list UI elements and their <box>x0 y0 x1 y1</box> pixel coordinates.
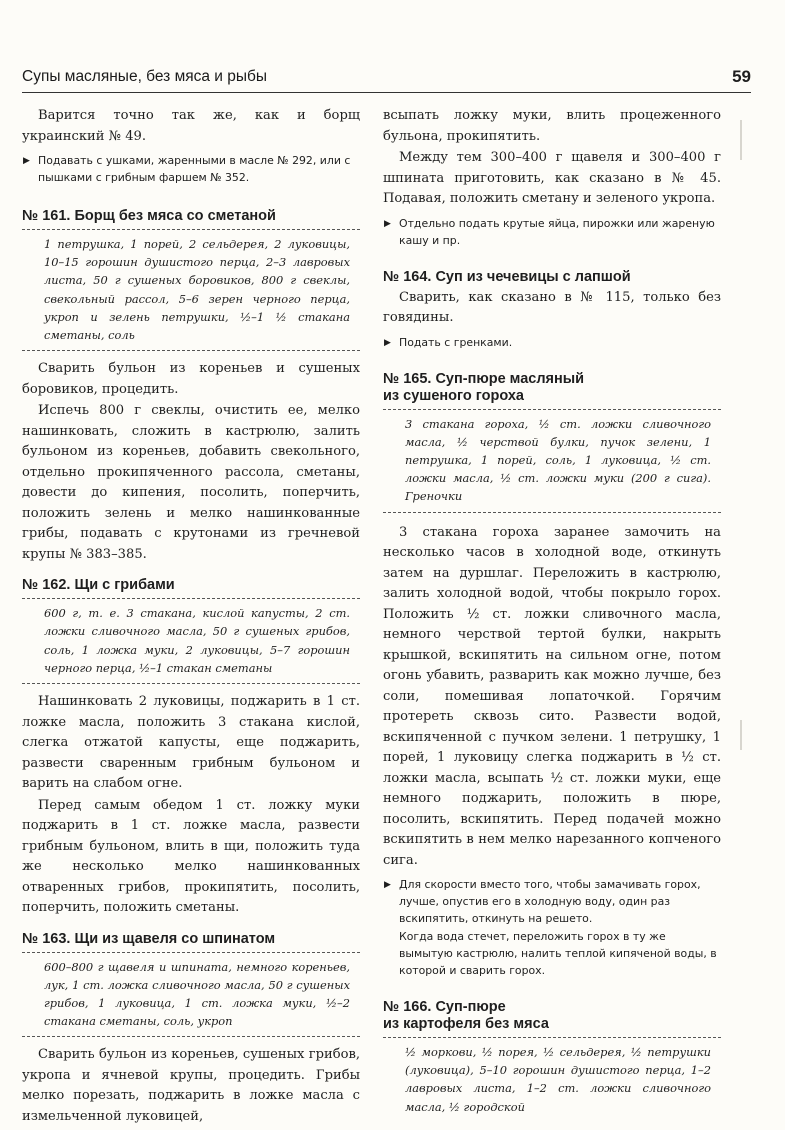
left-column <box>22 106 360 1128</box>
recipe-165-title-line-2: из сушеного гороха <box>383 387 524 404</box>
serving-note-text: Подавать с ушками, жаренными в масле № 292, или с пышками с грибным фаршем № 352. <box>38 154 351 184</box>
recipe-161-step-1: Сварить бульон из кореньев и сушеных боровиков, процедить. <box>22 361 360 397</box>
recipe-164-note-text: Подать с гренками. <box>399 335 513 349</box>
recipe-161-ingredients: 1 петрушка, 1 порей, 2 сельдерея, 2 луковицы, 10–15 горошин душистого перца, 2–3 лавровых листа, 50 г сушеных боровиков, 800 г свеклы, свекольный рассол, 5–6 зерен черного перца, укроп и зелень петрушки, ½–1 ½ стакана сметаны, соль <box>22 229 360 351</box>
serving-note <box>22 152 360 186</box>
triangle-right-icon: ▶ <box>384 337 391 348</box>
recipe-165-step-1: 3 стакана гороха заранее замочить на несколько часов в холодной воде, откинуть затем на дуршлаг. Переложить в кастрюлю, залить холодной водой, чтобы покрыло горох. Положить ½ ст. ложки сливочного масла, немного черствой тертой булки, накрыть крышкой, вскипятить на сильном огне, потом огонь убавить, разварить как можно лучше, без соли, помешивая лопаточкой. Горячим протереть сквозь сито. Развести водой, вскипяченной с пучком зелени. 1 петрушку, 1 порей, 1 луковицу слегка поджарить в ½ ст. ложки масла, всыпать ½ ст. ложки муки, еще немного поджарить, положить в пюре, посолить, вскипятить. Перед подачей можно вскипятить в нем мелко нарезанного копченого сига. <box>383 524 721 868</box>
triangle-right-icon: ▶ <box>384 880 391 891</box>
recipe-166-title <box>383 999 721 1033</box>
recipe-166-title-line-2: из картофеля без мяса <box>383 1016 549 1033</box>
page-edge-mark <box>740 720 742 750</box>
intro-text: Варится точно так же, как и борщ украинский № 49. <box>22 108 360 144</box>
recipe-162-title: № 162. Щи с грибами <box>22 577 175 594</box>
page-number: 59 <box>732 67 751 86</box>
recipe-162-step-1: Нашинковать 2 луковицы, поджарить в 1 ст. ложке масла, положить 3 стакана кислой, слегка отжатой капусты, еще поджарить, развести сваренным грибным бульоном и варить на слабом огне. <box>22 694 360 792</box>
recipe-161-title: № 161. Борщ без мяса со сметаной <box>22 208 276 224</box>
recipe-163-step-1: Сварить бульон из кореньев, сушеных грибов, укропа и ячневой крупы, процедить. Грибы мелко порезать, поджарить в ложке масла с измельченной луковицей, <box>22 1047 360 1124</box>
recipe-165-title <box>383 371 721 405</box>
recipe-166-ingredients: ½ моркови, ½ порея, ½ сельдерея, ½ петрушки (луковица), 5–10 горошин душистого перца, 1–2 лавровых листа, 1–2 ст. ложки сливочного масла, ½ городской <box>383 1037 721 1122</box>
recipe-165-note <box>383 876 721 979</box>
running-title: Супы масляные, без мяса и рыбы <box>22 68 268 85</box>
recipe-163-note-text: Отдельно подать крутые яйца, пирожки или жареную кашу и пр. <box>399 216 715 247</box>
recipe-163-note <box>383 215 721 249</box>
recipe-165-title-line-1: № 165. Суп-пюре масляный <box>383 370 585 387</box>
recipe-164-title: № 164. Суп из чечевицы с лапшой <box>383 268 631 285</box>
triangle-right-icon: ▶ <box>23 156 30 166</box>
recipe-166-title-line-1: № 166. Суп-пюре <box>383 999 506 1016</box>
recipe-162-step-2: Перед самым обедом 1 ст. ложку муки поджарить в 1 ст. ложке масла, развести грибным бульоном, влить в щи, положить туда же несколько мелко нашинкованных отваренных грибов, прокипятить, посолить, поперчить, положить сметаны. <box>22 797 360 916</box>
right-column <box>383 106 721 1130</box>
triangle-right-icon: ▶ <box>384 218 391 229</box>
recipe-165-note-text-1: Для скорости вместо того, чтобы замачивать горох, лучше, опустив его в холодную воду, один раз вскипятить, откинуть на решето. <box>399 878 701 926</box>
recipe-164-note <box>383 334 721 351</box>
recipe-162-ingredients: 600 г, т. е. 3 стакана, кислой капусты, 2 ст. ложки сливочного масла, 50 г сушеных грибов, соль, 1 ложка муки, 2 луковицы, 5–7 горошин черного перца, ½–1 стакан сметаны <box>22 598 360 684</box>
recipe-163-step-2: Между тем 300–400 г щавеля и 300–400 г шпината приготовить, как сказано в № 45. Подавая, положить сметану и зеленого укропа. <box>383 150 721 206</box>
recipe-163-title: № 163. Щи из щавеля со шпинатом <box>22 930 276 947</box>
recipe-165-ingredients: 3 стакана гороха, ½ ст. ложки сливочного масла, ½ черствой булки, пучок зелени, 1 петрушка, 1 порей, соль, 1 луковица, ½ ст. ложки масла, ½ ст. ложки муки (200 г сига). Греночки <box>383 409 721 513</box>
page-header <box>22 62 751 93</box>
recipe-164-step-1: Сварить, как сказано в № 115, только без говядины. <box>383 289 721 325</box>
page-edge-mark <box>740 120 742 160</box>
recipe-161-step-2: Испечь 800 г свеклы, очистить ее, мелко нашинковать, сложить в кастрюлю, залить бульоном из кореньев, добавить свекольного, отдельно прокипяченного рассола, сметаны, довести до кипения, посолить, поперчить, положить зелень и мелко нашинкованные грибы, подавать с крутонами из гречневой крупы № 383–385. <box>22 403 360 562</box>
recipe-163-ingredients: 600–800 г щавеля и шпината, немного кореньев, лук, 1 ст. ложка сливочного масла, 50 г сушеных грибов, 1 луковица, 1 ст. ложка муки, ½–2 стакана сметаны, соль, укроп <box>22 952 360 1038</box>
recipe-165-note-text-2: Когда вода стечет, переложить горох в ту же вымытую кастрюлю, налить теплой кипяченой воды, в которой и сварить горох. <box>399 930 717 978</box>
recipe-163-step-1-cont: всыпать ложку муки, влить процеженного бульона, прокипятить. <box>383 108 721 144</box>
